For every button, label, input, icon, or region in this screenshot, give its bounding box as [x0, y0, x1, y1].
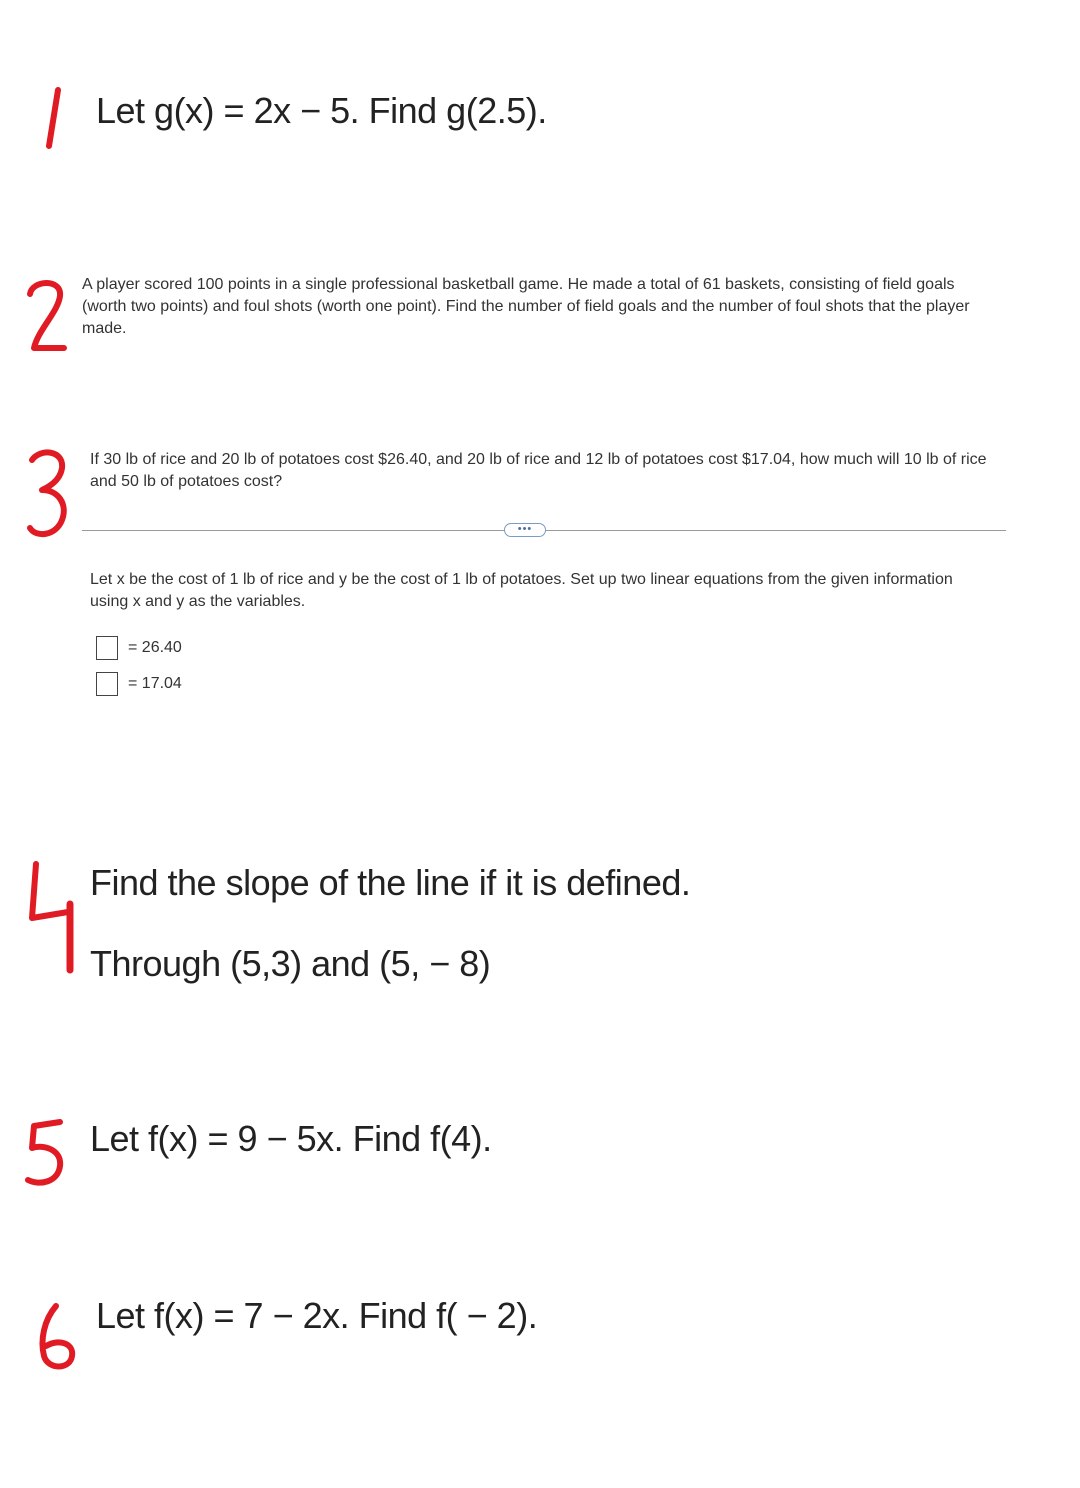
handwritten-number-1	[40, 84, 70, 154]
problem-3-question: If 30 lb of rice and 20 lb of potatoes cost $26.40, and 20 lb of rice and 12 lb of potatoes cost $17.04, how much will 10 lb of rice and 50 lb of potatoes cost?	[90, 451, 987, 490]
equation-2-rhs: = 17.04	[128, 675, 182, 692]
handwritten-number-2	[24, 276, 74, 356]
handwritten-number-3	[24, 446, 74, 546]
equation-2-input[interactable]	[96, 672, 118, 696]
handwritten-number-4	[26, 858, 82, 978]
problem-5-text: Let f(x) = 9 − 5x. Find f(4).	[90, 1118, 492, 1159]
equation-1-input[interactable]	[96, 636, 118, 660]
more-options-button[interactable]: •••	[504, 523, 546, 537]
handwritten-number-6	[34, 1300, 84, 1376]
problem-2-text: A player scored 100 points in a single professional basketball game. He made a total of 61 baskets, consisting of field goals (worth two points) and foul shots (worth one point). Find the number of field goals and the number of foul shots that the player made.	[82, 276, 970, 337]
equation-1-rhs: = 26.40	[128, 639, 182, 656]
problem-6-text: Let f(x) = 7 − 2x. Find f( − 2).	[96, 1295, 538, 1336]
problem-3-instruction: Let x be the cost of 1 lb of rice and y be the cost of 1 lb of potatoes. Set up two linear equations from the given information using x and y as the variables.	[90, 571, 953, 610]
equation-row-2	[96, 671, 182, 697]
handwritten-number-5	[22, 1114, 72, 1190]
problem-4-line-2: Through (5,3) and (5, − 8)	[90, 943, 491, 984]
problem-4-line-1: Find the slope of the line if it is defined.	[90, 862, 691, 903]
problem-1-text: Let g(x) = 2x − 5. Find g(2.5).	[96, 90, 547, 131]
equation-row-1	[96, 635, 182, 661]
